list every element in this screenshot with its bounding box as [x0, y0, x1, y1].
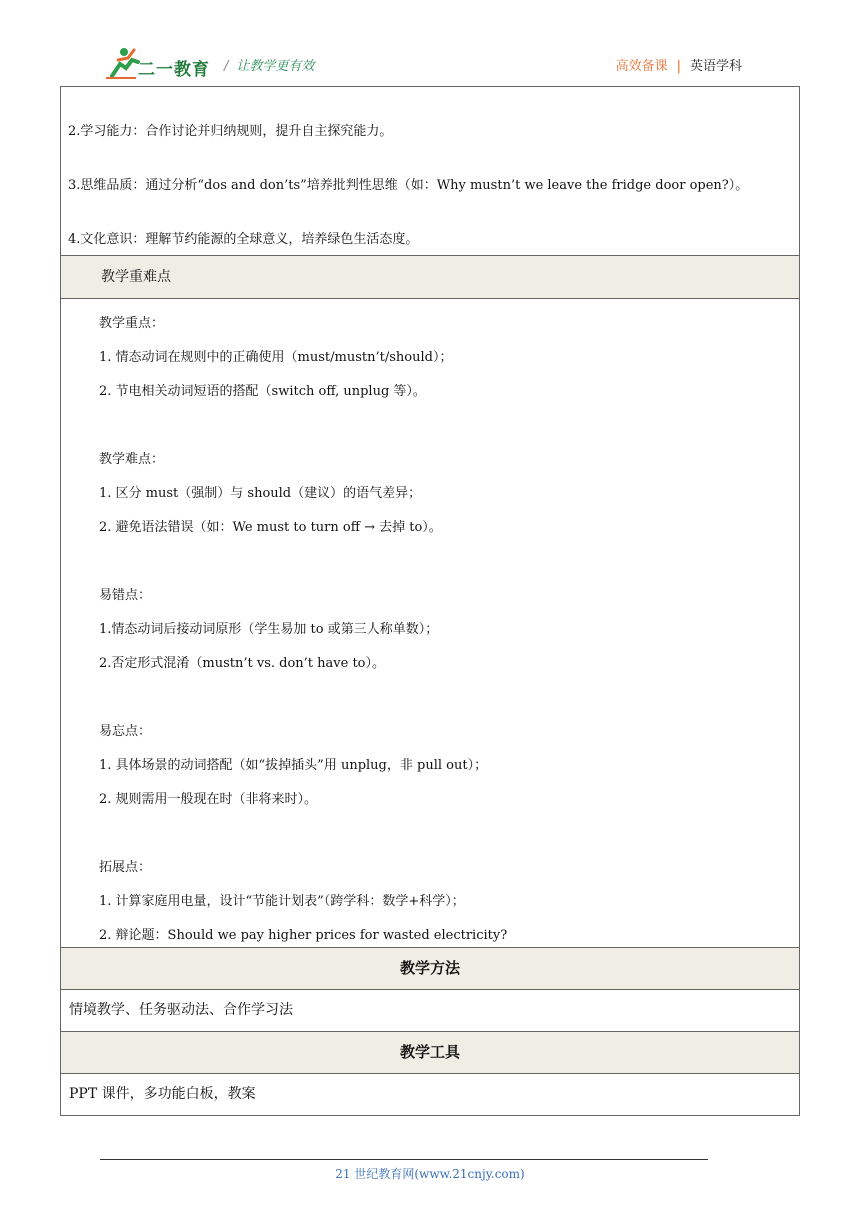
footer-link[interactable]: 21 世纪教育网(www.21cnjy.com) [335, 1167, 525, 1181]
slogan: / 让教学更有效 [224, 59, 315, 74]
objective-line: 2.学习能力：合作讨论并归纳规则，提升自主探究能力。 [68, 124, 393, 139]
page-header [0, 0, 860, 86]
tools-text: PPT 课件，多功能白板，教案 [61, 1074, 800, 1116]
section-title: 易忘点： [99, 724, 152, 739]
objective-line: 4.文化意识：理解节约能源的全球意义，培养绿色生活态度。 [68, 232, 419, 247]
section-item: 1.情态动词后接动词原形（学生易加 to 或第三人称单数）； [99, 622, 439, 637]
header-divider: | [676, 59, 681, 74]
objective-line: 3.思维品质：通过分析“dos and don’ts”培养批判性思维（如：Why mustn’t we leave the fridge door open?）。 [68, 178, 749, 193]
section-item: 2.否定形式混淆（mustn’t vs. don’t have to）。 [99, 656, 385, 671]
logo-text: 二一教育 [138, 60, 210, 80]
methods-header: 教学方法 [61, 948, 800, 990]
header-subject-name: 英语学科 [689, 59, 742, 74]
section-item: 1. 具体场景的动词搭配（如“拔掉插头”用 unplug，非 pull out）； [99, 758, 488, 773]
methods-text: 情境教学、任务驱动法、合作学习法 [61, 990, 800, 1032]
section-item: 2. 辩论题：Should we pay higher prices for wasted electricity? [99, 928, 508, 943]
section-title: 教学难点： [99, 452, 165, 467]
tools-header: 教学工具 [61, 1032, 800, 1074]
header-subject [616, 55, 742, 74]
section-title: 教学重点： [99, 316, 165, 331]
section-item: 2. 节电相关动词短语的搭配（switch off, unplug 等）。 [99, 384, 426, 399]
objectives-cell [61, 87, 800, 256]
section-title: 易错点： [99, 588, 152, 603]
footer-divider [100, 1159, 708, 1160]
section-item: 2. 规则需用一般现在时（非将来时）。 [99, 792, 318, 807]
section-item: 2. 避免语法错误（如：We must to turn off → 去掉 to）。 [99, 520, 442, 535]
section-item: 1. 区分 must（强制）与 should（建议）的语气差异； [99, 486, 422, 501]
key-points-header: 教学重难点 [61, 256, 800, 299]
section-item: 1. 计算家庭用电量，设计“节能计划表”（跨学科：数学+科学）； [99, 894, 465, 909]
section-title: 拓展点： [99, 860, 152, 875]
header-tag: 高效备课 [615, 59, 668, 74]
key-points-cell [61, 299, 800, 948]
slogan-text: 让教学更有效 [236, 59, 315, 74]
section-item: 1. 情态动词在规则中的正确使用（must/mustn’t/should）； [99, 350, 453, 365]
lesson-plan-table [60, 86, 800, 1116]
